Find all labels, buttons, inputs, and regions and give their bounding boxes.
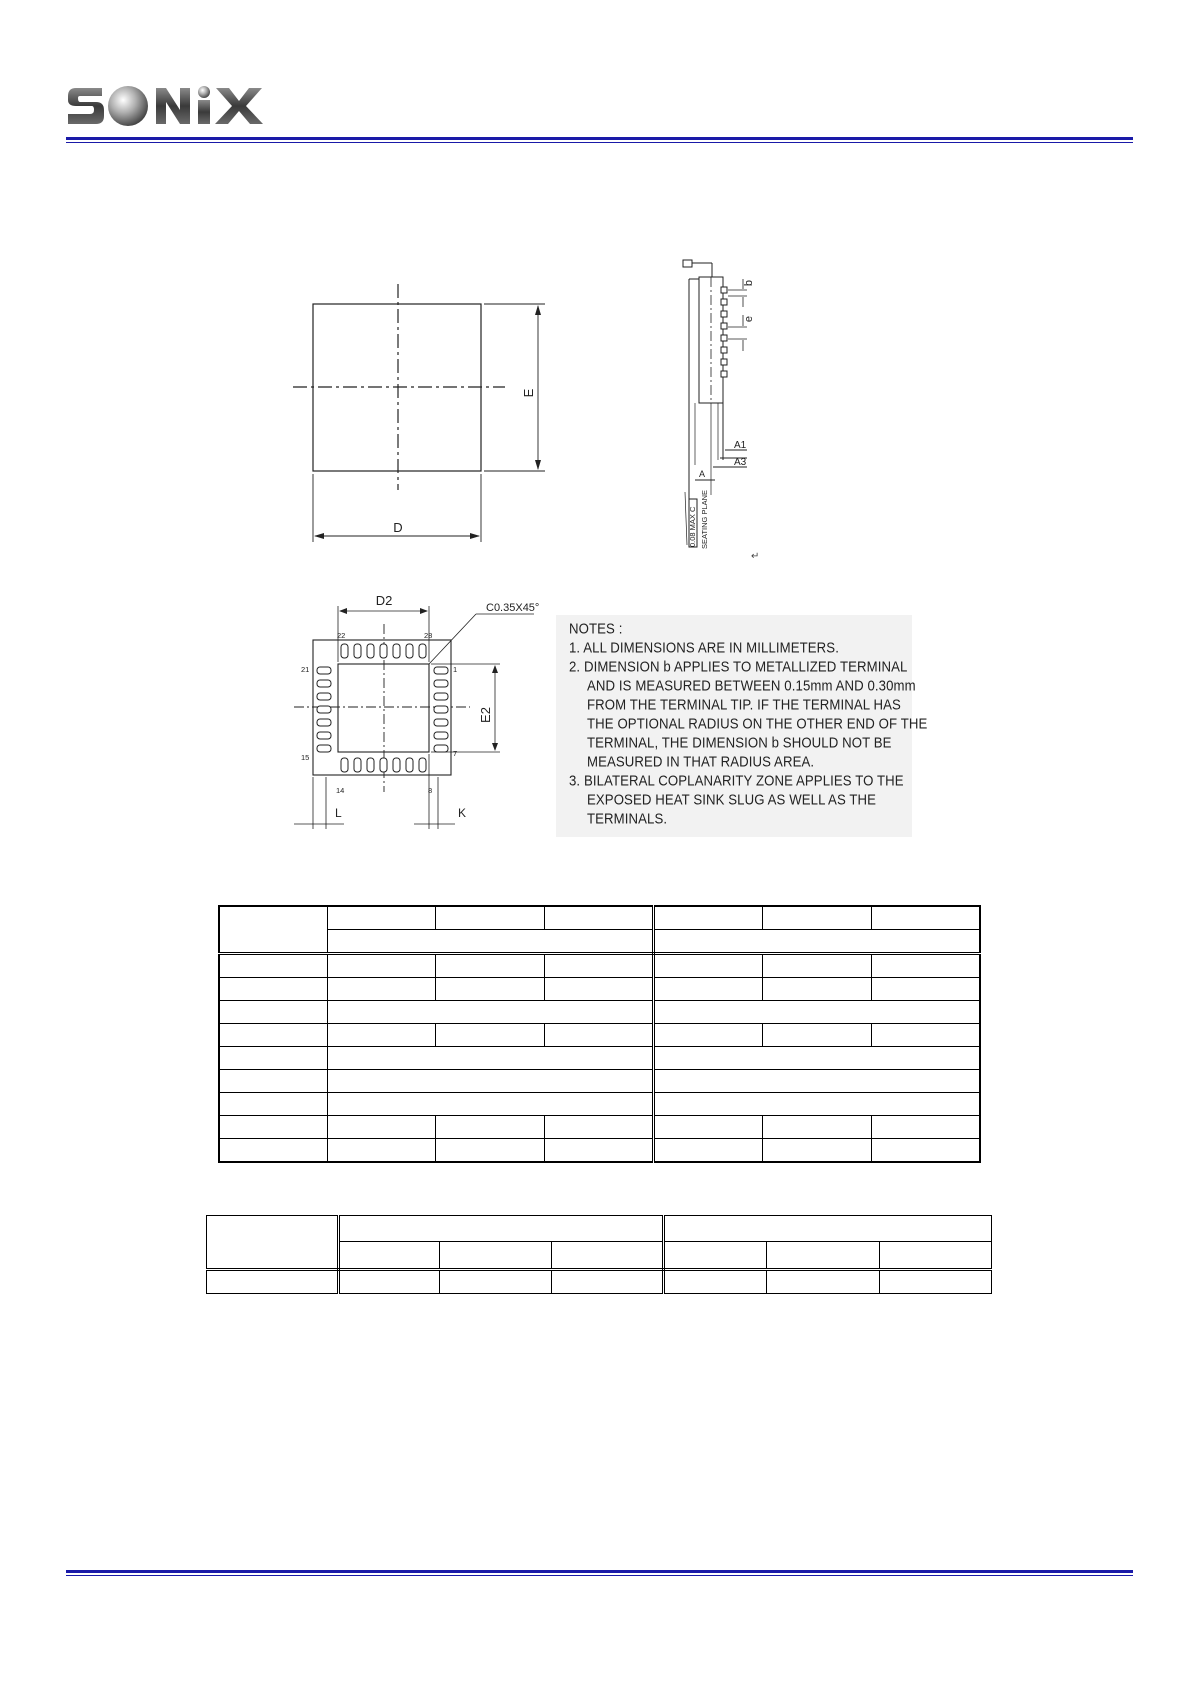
dim-b-label: b [743,279,755,287]
seating-plane-label: SEATING PLANE [700,489,709,549]
note-line: AND IS MEASURED BETWEEN 0.15mm AND 0.30mm [587,677,916,694]
table-row [219,1139,980,1163]
pin-21-label: 21 [301,665,310,674]
bottom-view-drawing [290,592,550,832]
table-header-cell [545,906,654,930]
note-line: 2. DIMENSION b APPLIES TO METALLIZED TERMINAL [569,658,908,675]
table-header-cell [207,1216,339,1270]
note-line: THE OPTIONAL RADIUS ON THE OTHER END OF THE [587,715,928,732]
pin-22-label: 22 [337,631,346,640]
note-line: MEASURED IN THAT RADIUS AREA. [587,753,815,770]
sonix-logo [66,82,271,133]
table-header-cell [436,906,545,930]
note-line: EXPOSED HEAT SINK SLUG AS WELL AS THE [587,791,877,808]
sonix-logo-graphic [66,82,271,128]
dim-a-label: A [699,469,706,479]
pin-1-label: 1 [453,665,458,674]
table-header-cell [871,906,980,930]
dim-l-label: L [335,806,342,820]
table-row [219,1001,980,1024]
table-row [219,1070,980,1093]
note-line: 3. BILATERAL COPLANARITY ZONE APPLIES TO THE [569,772,904,789]
table-header-row [207,1216,992,1242]
note-line: TERMINAL, THE DIMENSION b SHOULD NOT BE [587,734,892,751]
dim-d2-label: D2 [375,593,393,608]
table-header-cell [219,906,327,954]
pin-14-label: 14 [336,786,345,795]
dim-a3-label: A3 [734,457,747,468]
side-view-drawing [675,255,795,567]
dim-k-label: K [458,806,467,820]
exposed-pad [338,664,429,752]
bottom-package-outline [313,640,451,775]
table-header-cell [338,1216,664,1242]
note-line: FROM THE TERMINAL TIP. IF THE TERMINAL HAS [587,696,901,713]
table-header-row [219,906,980,930]
table-row [219,1024,980,1047]
coplanarity-label: 0.08 MAX C [688,506,697,547]
table-header-row [219,930,980,954]
table-header-cell [762,906,871,930]
table-row [207,1270,992,1294]
header-rule [66,137,1133,143]
notes-panel [556,615,928,837]
table-header-cell [653,930,980,954]
dim-a1-label: A1 [734,440,747,451]
table-header-cell [664,1216,992,1242]
pin-28-label: 28 [424,631,433,640]
dim-e-pitch-label: e [743,315,755,323]
note-line: TERMINALS. [587,810,668,827]
table-row [219,1047,980,1070]
return-mark: ↵ [751,551,760,562]
notes-heading: NOTES : [569,620,623,637]
table-row [219,1093,980,1116]
datum-box [683,260,692,267]
dim-d-label: D [393,520,403,535]
table-header-cell [327,906,436,930]
dim-e-label: E [521,388,536,398]
dim-e2-label: E2 [478,707,493,723]
top-view-drawing [285,278,555,556]
pin-8-label: 8 [428,786,433,795]
dimension-table-2 [206,1215,992,1294]
note-line: 1. ALL DIMENSIONS ARE IN MILLIMETERS. [569,639,839,656]
table-header-cell [653,906,762,930]
pin-7-label: 7 [453,749,458,758]
table-row [219,954,980,978]
footer-rule [66,1570,1133,1576]
table-header-cell [327,930,653,954]
table-row [219,978,980,1001]
table-row [219,1116,980,1139]
dimension-table [218,905,981,1163]
pin-15-label: 15 [301,753,310,762]
chamfer-label: C0.35X45° [486,602,540,614]
